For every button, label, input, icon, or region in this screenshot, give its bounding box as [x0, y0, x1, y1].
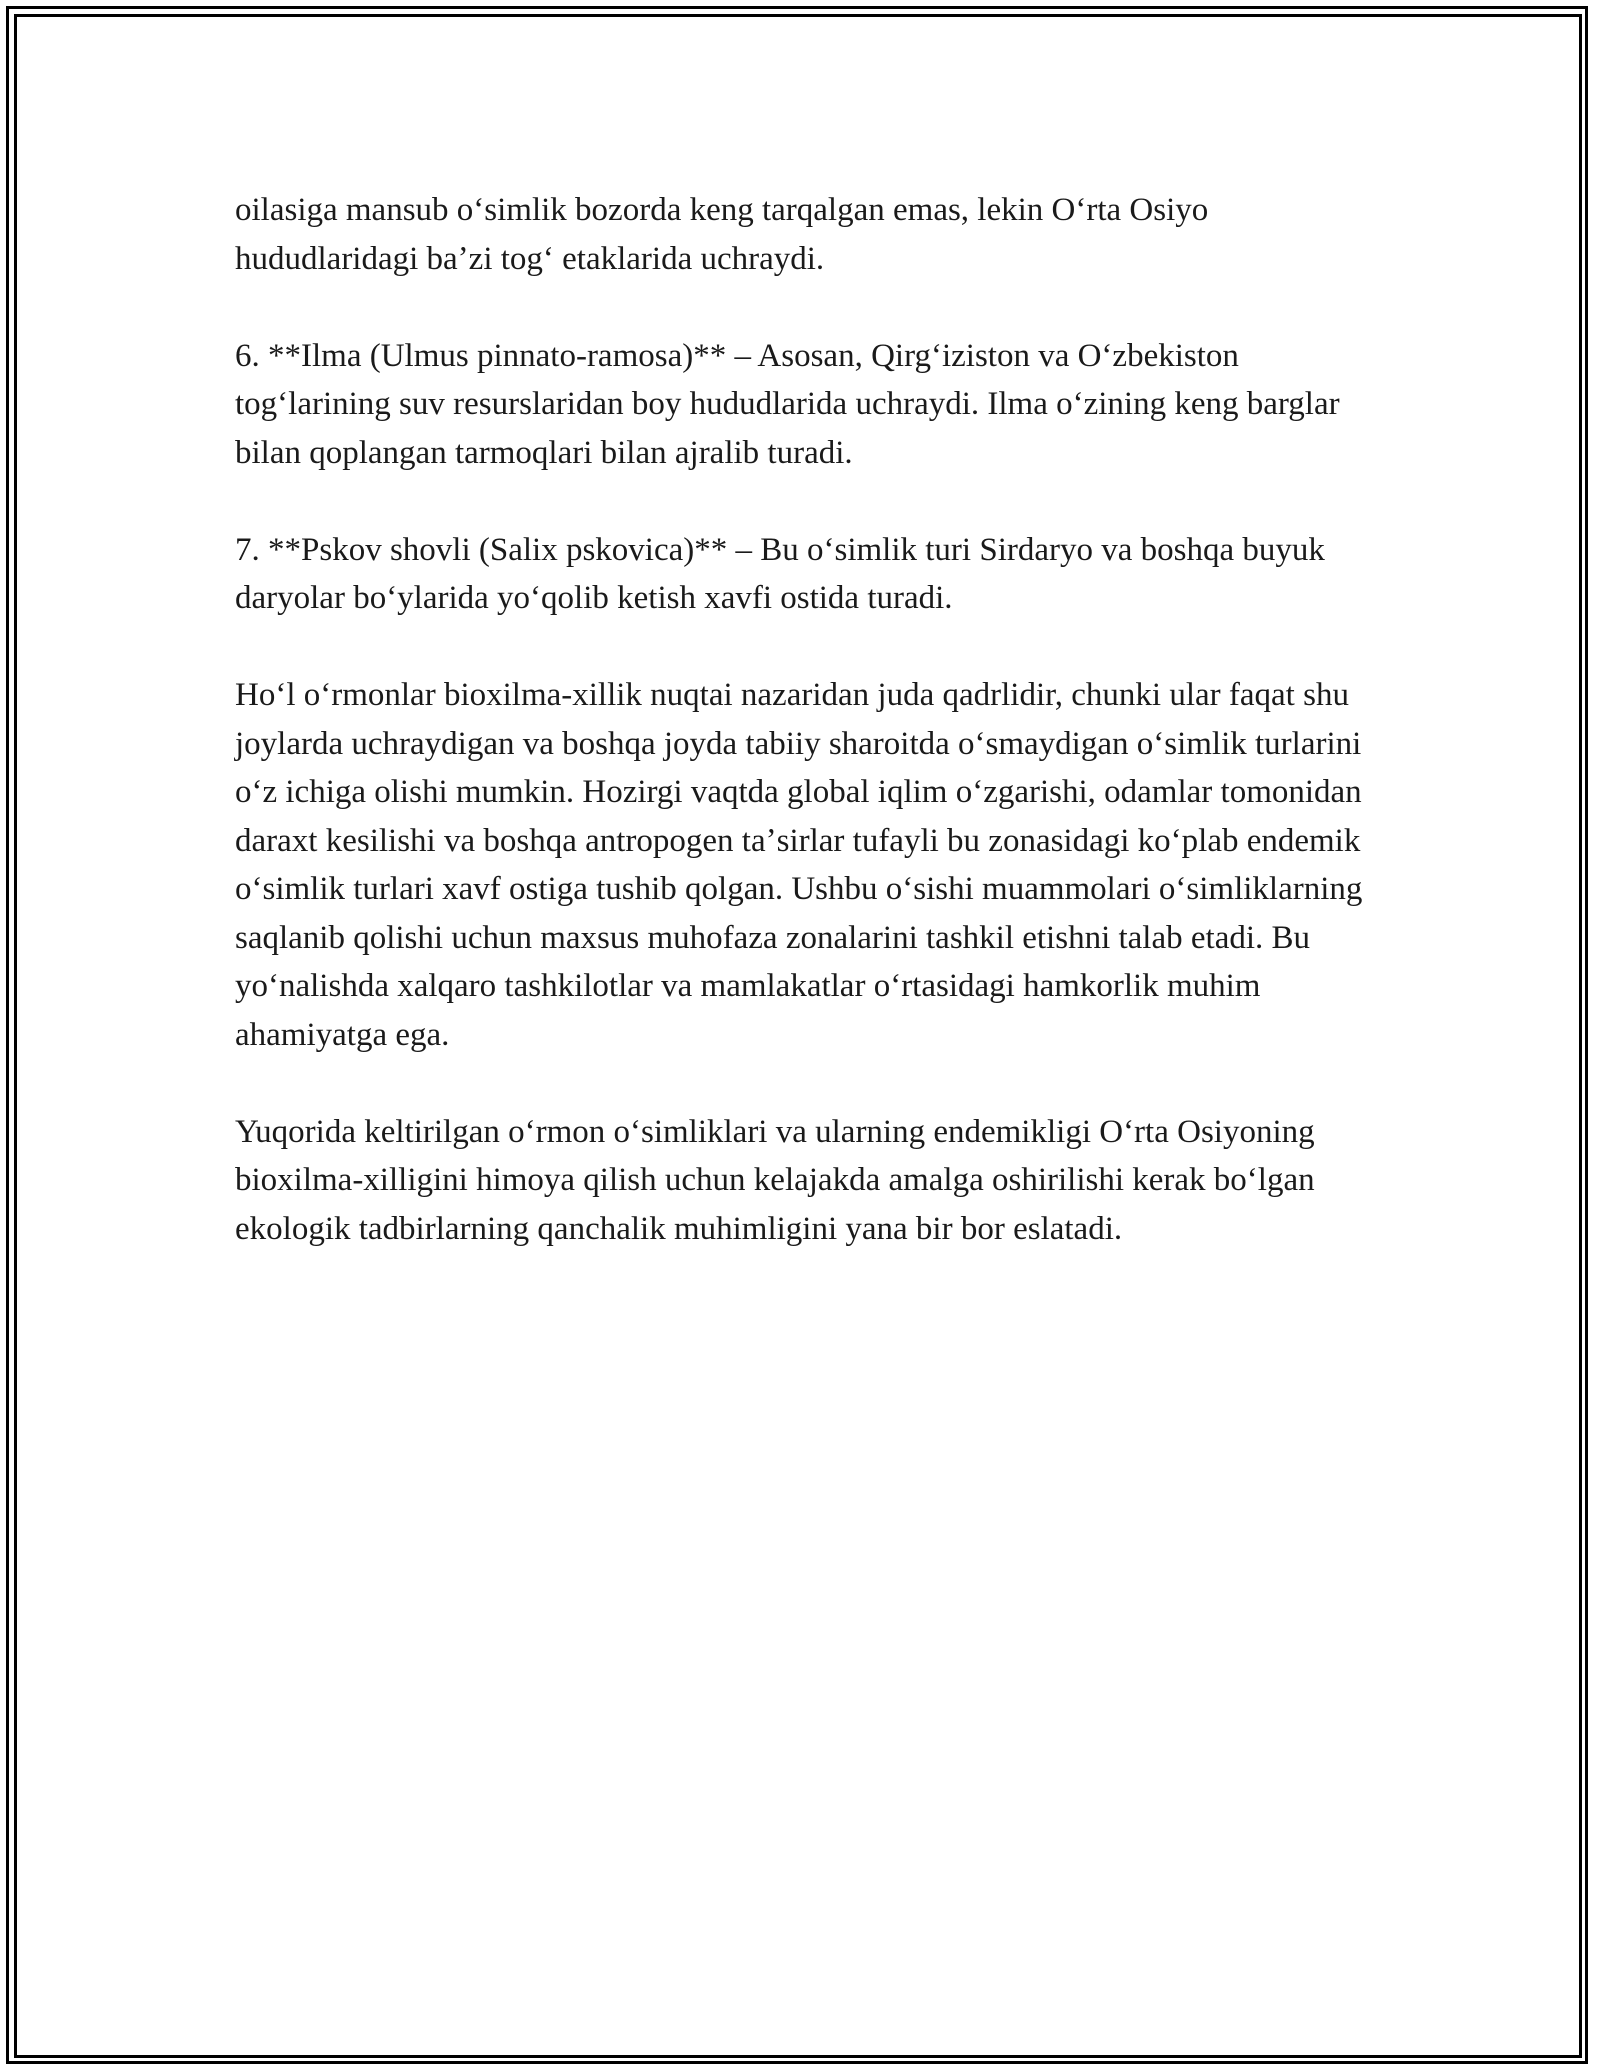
paragraph-continuation: oilasiga mansub oʻsimlik bozorda keng tarqalgan emas, lekin Oʻrta Osiyo hududlaridagi baʼzi togʻ etaklarida uchraydi. [235, 192, 1209, 277]
document-body [235, 186, 1365, 1253]
paragraph-item-6: 6. **Ilma (Ulmus pinnato-ramosa)** – Asosan, Qirgʻiziston va Oʻzbekiston togʻlarining suv resurslaridan boy hududlarida uchraydi. Ilma oʻzining keng barglar bilan qoplangan tarmoqlari bilan ajralib turadi. [235, 337, 1340, 471]
paragraph-item-7: 7. **Pskov shovli (Salix pskovica)** – Bu oʻsimlik turi Sirdaryo va boshqa buyuk daryolar boʻylarida yoʻqolib ketish xavfi ostida turadi. [235, 531, 1325, 616]
paragraph-conclusion: Yuqorida keltirilgan oʻrmon oʻsimliklari va ularning endemikligi Oʻrta Osiyoning bioxilma-xilligini himoya qilish uchun kelajakda amalga oshirilishi kerak boʻlgan ekologik tadbirlarning qanchalik muhimligini yana bir bor eslatadi. [235, 1113, 1315, 1247]
paragraph-wet-forests: Hoʻl oʻrmonlar bioxilma-xillik nuqtai nazaridan juda qadrlidir, chunki ular faqat shu joylarda uchraydigan va boshqa joyda tabiiy sharoitda oʻsmaydigan oʻsimlik turlarini oʻz ichiga olishi mumkin. Hozirgi vaqtda global iqlim oʻzgarishi, odamlar tomonidan daraxt kesilishi va boshqa antropogen taʼsirlar tufayli bu zonasidagi koʻplab endemik oʻsimlik turlari xavf ostiga tushib qolgan. Ushbu oʻsishi muammolari oʻsimliklarning saqlanib qolishi uchun maxsus muhofaza zonalarini tashkil etishni talab etadi. Bu yoʻnalishda xalqaro tashkilotlar va mamlakatlar oʻrtasidagi hamkorlik muhim ahamiyatga ega. [235, 677, 1363, 1053]
